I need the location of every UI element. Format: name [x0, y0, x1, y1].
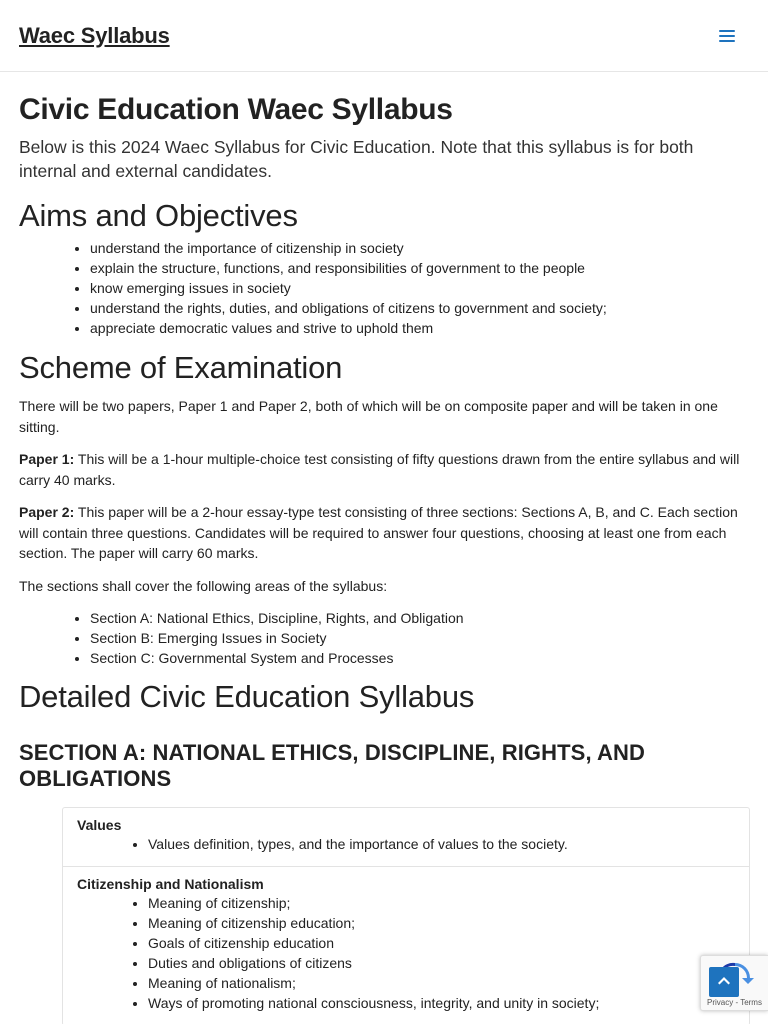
list-item: • Values definition, types, and the importance of values to the society. — [148, 834, 735, 854]
site-title-link[interactable]: Waec Syllabus — [19, 22, 170, 48]
topic-row — [63, 808, 749, 867]
section-a-table — [62, 807, 750, 1024]
site-header — [0, 0, 768, 72]
list-item: • Ways of promoting national consciousness, integrity, and unity in society; — [148, 993, 735, 1013]
section-a-heading: SECTION A: NATIONAL ETHICS, DISCIPLINE, RIGHTS, AND OBLIGATIONS — [19, 740, 646, 791]
list-item: • understand the importance of citizenship in society — [90, 238, 749, 258]
menu-bar — [719, 30, 735, 32]
paper1-text: This will be a 1-hour multiple-choice test consisting of fifty questions drawn from the entire syllabus and will carry 40 marks. — [19, 451, 740, 488]
list-item: • Section C: Governmental System and Processes — [90, 648, 749, 668]
main-content — [0, 92, 768, 1024]
list-item: • appreciate democratic values and strive to uphold them — [90, 318, 749, 338]
list-item: • Goals of citizenship education — [148, 933, 735, 953]
scroll-top-arrow — [716, 974, 732, 990]
topic-row — [63, 867, 749, 1024]
arrow-up-icon[interactable] — [709, 967, 739, 997]
aims-heading: Aims and Objectives — [19, 198, 298, 233]
scheme-heading: Scheme of Examination — [19, 350, 343, 385]
list-item: • Section B: Emerging Issues in Society — [90, 628, 749, 648]
recaptcha-terms[interactable]: Privacy - Terms — [707, 998, 762, 1007]
paper1-label: Paper 1: — [19, 451, 75, 467]
list-item: • Meaning of citizenship; — [148, 893, 735, 913]
page-title: Civic Education Waec Syllabus — [19, 93, 453, 126]
scheme-intro: There will be two papers, Paper 1 and Paper 2, both of which will be on composite paper and will be taken in one sitting. — [19, 398, 718, 435]
list-item: • Meaning of nationalism; — [148, 973, 735, 993]
list-item: • know emerging issues in society — [90, 278, 749, 298]
paper2-label: Paper 2: — [19, 504, 75, 520]
list-item: • explain the structure, functions, and responsibilities of government to the people — [90, 258, 749, 278]
topic-title: Values — [77, 817, 122, 833]
intro-paragraph: Below is this 2024 Waec Syllabus for Civic Education. Note that this syllabus is for both internal and external candidates. — [19, 137, 694, 181]
list-item: • Duties and obligations of citizens — [148, 953, 735, 973]
topic-list — [77, 834, 735, 854]
list-item: • understand the rights, duties, and obligations of citizens to government and society; — [90, 298, 749, 318]
aims-list — [19, 238, 749, 338]
hamburger-icon[interactable] — [719, 28, 739, 44]
menu-bar — [719, 40, 735, 42]
sections-list — [19, 608, 749, 668]
topic-list — [77, 893, 735, 1013]
paper2-text: This paper will be a 2-hour essay-type test consisting of three sections: Sections A, B, and C. Each section will contain three questions. Candidates will be required to answer four questions, choosing at least one from each section. The paper will carry 60 marks. — [19, 504, 738, 561]
menu-bar — [719, 35, 735, 37]
detailed-heading: Detailed Civic Education Syllabus — [19, 679, 475, 714]
list-item: • Section A: National Ethics, Discipline, Rights, and Obligation — [90, 608, 749, 628]
topic-title: Citizenship and Nationalism — [77, 876, 264, 892]
list-item: • Meaning of citizenship education; — [148, 913, 735, 933]
paper1-paragraph — [19, 449, 749, 490]
paper2-paragraph — [19, 502, 749, 564]
sections-intro: The sections shall cover the following areas of the syllabus: — [19, 577, 388, 594]
